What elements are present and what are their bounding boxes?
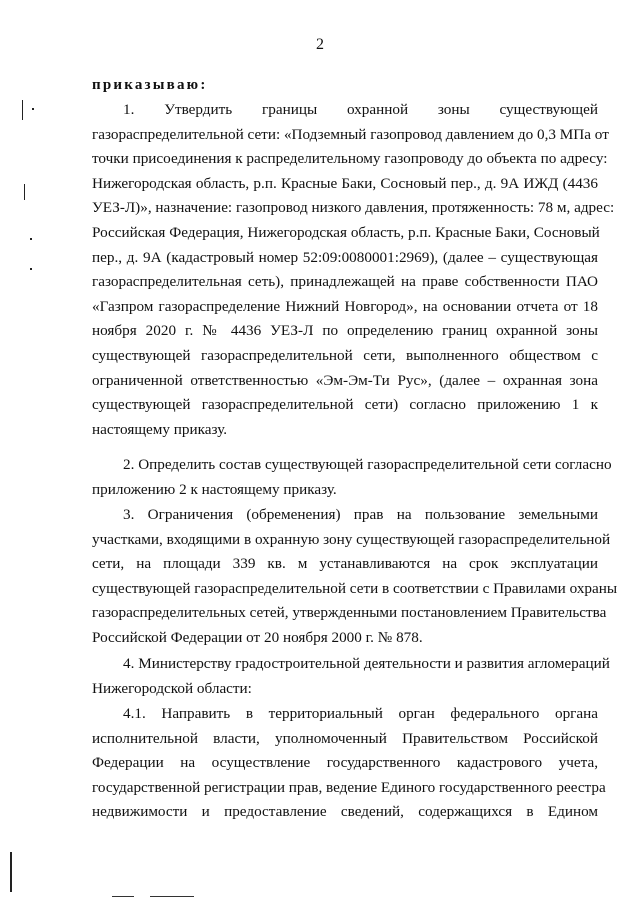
paragraph-line: государственной регистрации прав, ведение Единого государственного реестра bbox=[92, 778, 606, 796]
paragraph-line: Российской Федерации от 20 ноября 2000 г. № 878. bbox=[92, 628, 423, 646]
paragraph-line: 3. Ограничения (обременения) прав на пользование земельными bbox=[123, 506, 598, 523]
paragraph-line: газораспределительная сеть), принадлежащей на праве собственности ПАО bbox=[92, 273, 598, 291]
paragraph-line: 2. Определить состав существующей газораспределительной сети согласно bbox=[123, 456, 612, 473]
paragraph-line: существующей газораспределительной сети, выполненного обществом с bbox=[92, 346, 598, 364]
margin-scan-mark bbox=[32, 108, 34, 110]
paragraph-3-restrictions bbox=[92, 503, 618, 651]
paragraph-2-determine-composition bbox=[92, 453, 612, 502]
margin-scan-mark bbox=[10, 852, 12, 892]
paragraph-line: настоящему приказу. bbox=[92, 420, 228, 438]
paragraph-line: недвижимости и предоставление сведений, содержащихся в Едином bbox=[92, 803, 598, 821]
paragraph-line: газораспределительных сетей, утвержденными постановлением Правительства bbox=[92, 604, 607, 622]
bottom-scan-rule bbox=[112, 896, 134, 897]
paragraph-line: сети, на площади 339 кв. м устанавливаются на срок эксплуатации bbox=[92, 555, 598, 573]
paragraph-line: ограниченной ответственностью «Эм-Эм-Ти Рус», (далее – охранная зона bbox=[92, 371, 598, 389]
paragraph-line: 4. Министерству градостроительной деятельности и развития агломераций bbox=[123, 655, 610, 672]
paragraph-line: ноября 2020 г. № 4436 УЕЗ-Л по определению границ охранной зоны bbox=[92, 322, 598, 340]
paragraph-line: пер., д. 9А (кадастровый номер 52:09:0080001:2969), (далее – существующая bbox=[92, 248, 598, 266]
paragraph-1-approve-boundaries bbox=[92, 98, 615, 442]
page-number: 2 bbox=[316, 36, 324, 53]
margin-scan-mark bbox=[22, 100, 23, 120]
paragraph-line: УЕЗ-Л)», назначение: газопровод низкого давления, протяженность: 78 м, адрес: bbox=[92, 199, 615, 217]
paragraph-line: Нижегородской области: bbox=[92, 679, 252, 697]
paragraph-line: существующей газораспределительной сети в соответствии с Правилами охраны bbox=[92, 579, 618, 597]
order-heading: приказываю: bbox=[92, 77, 208, 93]
margin-scan-mark bbox=[30, 238, 32, 240]
paragraph-line: существующей газораспределительной сети) согласно приложению 1 к bbox=[92, 396, 598, 414]
margin-scan-mark bbox=[24, 184, 25, 200]
paragraph-4-ministry bbox=[92, 652, 610, 701]
paragraph-line: участками, входящими в охранную зону существующей газораспределительной bbox=[92, 530, 611, 548]
margin-scan-mark bbox=[30, 268, 32, 270]
paragraph-line: 4.1. Направить в территориальный орган федерального органа bbox=[123, 705, 598, 722]
paragraph-line: Федерации на осуществление государственного кадастрового учета, bbox=[92, 754, 598, 772]
paragraph-line: исполнительной власти, уполномоченный Правительством Российской bbox=[92, 729, 598, 747]
paragraph-line: Нижегородская область, р.п. Красные Баки, Сосновый пер., д. 9А ИЖД (4436 bbox=[92, 174, 598, 192]
paragraph-line: Российская Федерация, Нижегородская область, р.п. Красные Баки, Сосновый bbox=[92, 223, 600, 241]
paragraph-line: 1. Утвердить границы охранной зоны существующей bbox=[123, 101, 598, 118]
paragraph-4-1-send bbox=[92, 702, 606, 825]
bottom-scan-rule bbox=[150, 896, 194, 897]
paragraph-line: точки присоединения к распределительному газопроводу до объекта по адресу: bbox=[92, 150, 608, 168]
paragraph-line: приложению 2 к настоящему приказу. bbox=[92, 480, 337, 498]
paragraph-line: «Газпром газораспределение Нижний Новгород», на основании отчета от 18 bbox=[92, 297, 598, 315]
paragraph-line: газораспределительной сети: «Подземный газопровод давлением до 0,3 МПа от bbox=[92, 125, 609, 143]
